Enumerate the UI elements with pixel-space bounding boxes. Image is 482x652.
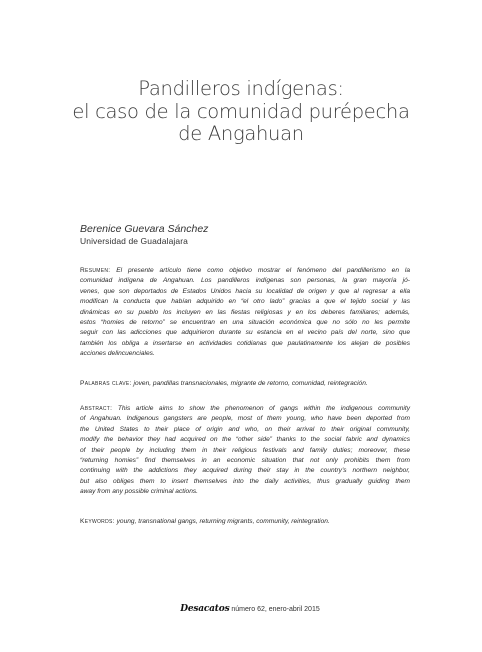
issue-info: número 62, enero-abril 2015 [231, 606, 320, 613]
abstract-line: away from any possible criminal actions. [80, 488, 199, 496]
resumen-line: comunidad indígena de Angahuan. Los pandilleros indígenas son personas, la gran mayoría jó- [80, 277, 410, 285]
abstract-line: of their people by including them in their religious festivals and family duties; moreover, these [80, 446, 410, 454]
palabras-clave [80, 379, 410, 389]
resumen-label: Resumen: [80, 267, 111, 274]
abstract-label: Abstract: [80, 405, 113, 412]
title-line-3: de Angahuan [178, 122, 304, 145]
abstract-line: but also obliges them to insert themselves into the daily activities, thus gradually guiding them [80, 477, 410, 485]
resumen-text: El presente artículo tiene como objetivo mostrar el fenómeno del pandillerismo en la [116, 267, 410, 274]
abstract-line [80, 404, 410, 414]
abstract-line: modify the behavior they had acquired on the “other side” thanks to the social fabric and dynamics [80, 436, 410, 444]
abstract-line: of Angahuan. Indigenous gangsters are people, most of them young, who have been deported from [80, 415, 410, 423]
resumen-line: acciones delincuenciales. [80, 350, 155, 358]
palabras-clave-label: Palabras clave: [80, 380, 132, 387]
keywords [80, 517, 410, 527]
author-name: Berenice Guevara Sánchez [80, 223, 209, 235]
resumen-line: seguir con las adicciones que adquirieron durante su estancia en el vecino país del norte, sino que [80, 329, 410, 337]
resumen-line: estos “homies de retorno” se encuentran en una situación económica que no sólo no les permite [80, 319, 410, 327]
abstract-line: “returning homies” find themselves in an economic situation that not only prohibits them from [80, 457, 410, 465]
resumen-block [80, 266, 410, 360]
author-affiliation: Universidad de Guadalajara [80, 236, 188, 246]
abstract-line: continuing with the addictions they acquired during their stay in the country’s northern neighbor, [80, 467, 410, 475]
abstract-text: This article aims to show the phenomenon of gangs within the indigenous community [117, 405, 410, 412]
resumen-line [80, 266, 410, 276]
title-line-2: el caso de la comunidad purépecha [72, 99, 410, 123]
journal-logo: Desacatos [180, 604, 230, 614]
keywords-label: Keywords: [80, 518, 115, 525]
palabras-clave-text: joven, pandillas transnacionales, migrante de retorno, comunidad, reintegración. [133, 380, 368, 387]
abstract-line: the United States to their place of origin and who, on their arrival to their original community, [80, 425, 410, 433]
keywords-text: young, transnational gangs, returning migrants, community, reintegration. [116, 518, 330, 525]
article-title [40, 78, 442, 146]
resumen-line: también los obliga a insertarse en actividades cotidianas que paulatinamente los alejan de posibles [80, 339, 410, 347]
abstract-block [80, 404, 410, 498]
resumen-line: dinámicas en su pueblo los incluyen en las fiestas religiosas y en los deberes familiares; además, [80, 308, 410, 316]
title-line-1: Pandilleros indígenas: [138, 77, 344, 100]
resumen-line: modifican la conducta que habían adquirido en “el otro lado” gracias a que el tejido social y las [80, 298, 410, 306]
page-footer [160, 604, 340, 614]
resumen-line: venes, que son deportados de Estados Unidos hacia su localidad de origen y que al regresar a ella [80, 287, 410, 295]
